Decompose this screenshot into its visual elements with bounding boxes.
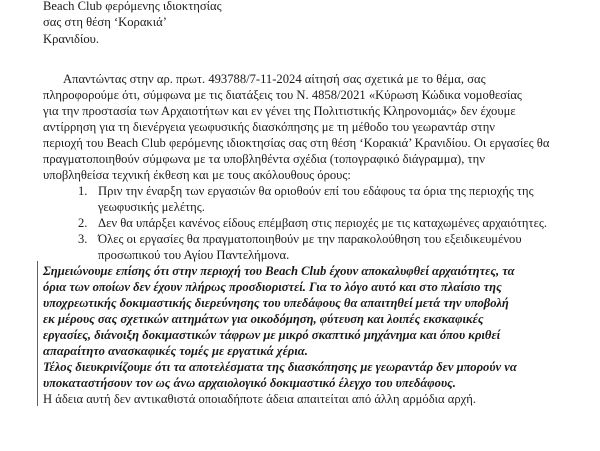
highlight-line: εκ μέρους σας σχετικών αιτημάτων για οικοδόμηση, φύτευση και λοιπές εκσκαφικές [43, 312, 484, 326]
highlight-line: Τέλος διευκρινίζουμε ότι τα αποτελέσματα της διασκόπησης με γεωραντάρ δεν μπορούν να [43, 360, 517, 374]
highlight-line: εργασίες, διάνοιξη δοκιμαστικών τάφρων με μικρό σκαπτικό μηχάνημα και όπου κριθεί [43, 328, 501, 342]
condition-item [78, 215, 547, 231]
margin-highlight-mark [37, 261, 38, 406]
header-line: Κρανιδίου. [43, 32, 100, 46]
condition-number: 3. [78, 232, 88, 246]
condition-item [78, 231, 522, 247]
highlight-line: υποκαταστήσουν τον ως άνω αρχαιολογικό δοκιμαστικό έλεγχο του υπεδάφους. [43, 376, 456, 390]
highlight-line: απαραίτητο ανασκαφικές τομές με εργατικά χέρια. [43, 344, 308, 358]
paragraph-line: αντίρρηση για τη διενέργεια γεωφυσικής διασκόπησης με τη μέθοδο του γεωραντάρ στην [43, 120, 495, 134]
paragraph-line: Απαντώντας στην αρ. πρωτ. 493788/7-11-2024 αίτησή σας σχετικά με το θέμα, σας [63, 72, 486, 86]
highlight-line: υποχρεωτικής δοκιμαστικής διερεύνησης του υπεδάφους θα απαιτηθεί μετά την υποβολή [43, 296, 509, 310]
condition-number: 1. [78, 184, 88, 198]
highlight-line: όρια των οποίων δεν έχουν πλήρως προσδιοριστεί. Για το λόγο αυτό και στο πλαίσιο της [43, 280, 502, 294]
paragraph-line: υποβληθείσα τεχνική έκθεση και με τους ακόλουθους όρους: [43, 168, 351, 182]
condition-number: 2. [78, 216, 88, 230]
highlight-line: Σημειώνουμε επίσης ότι στην περιοχή του Beach Club έχουν αποκαλυφθεί αρχαιότητες, τα [43, 264, 515, 278]
header-line: σας στη θέση ‘Κορακιά’ [43, 15, 167, 29]
condition-text: γεωφυσικής μελέτης. [98, 200, 205, 214]
final-note: Η άδεια αυτή δεν αντικαθιστά οποιαδήποτε άδεια απαιτείται από άλλη αρμόδια αρχή. [43, 392, 476, 406]
condition-item [78, 183, 534, 199]
condition-text: προσωπικού του Αγίου Παντελήμονα. [98, 248, 290, 262]
paragraph-line: για την προστασία των Αρχαιοτήτων και εν γένει της Πολιτιστικής Κληρονομιάς» δεν έχουμε [43, 104, 516, 118]
header-line: Beach Club φερόμενης ιδιοκτησίας [43, 0, 222, 13]
condition-text: Πριν την έναρξη των εργασιών θα οριοθούν επί του εδάφους τα όρια της περιοχής της [98, 184, 534, 198]
paragraph-line: πραγματοποιηθούν σύμφωνα με τα υποβληθέντα σχέδια (τοπογραφικό διάγραμμα), την [43, 152, 485, 166]
paragraph-line: πληροφορούμε ότι, σύμφωνα με τις διατάξεις του Ν. 4858/2021 «Κύρωση Κώδικα νομοθεσίας [43, 88, 522, 102]
paragraph-line: περιοχή του Beach Club φερόμενης ιδιοκτησίας σας στη θέση ‘Κορακιά’ Κρανιδίου. Οι εργασίες θα [43, 136, 550, 150]
condition-text: Όλες οι εργασίες θα πραγματοποιηθούν με την παρακολούθηση του εξειδικευμένου [98, 232, 522, 246]
condition-text: Δεν θα υπάρξει κανένος είδους επέμβαση στις περιοχές με τις καταχωμένες αρχαιότητες. [98, 216, 548, 230]
